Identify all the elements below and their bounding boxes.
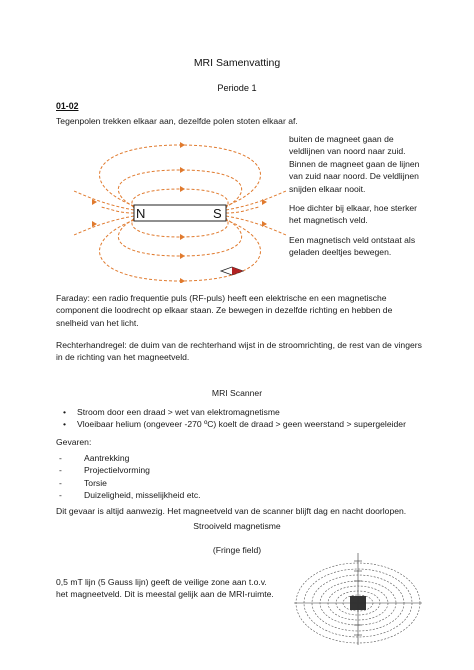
fringe-paragraph: 0,5 mT lijn (5 Gauss lijn) geeft de veilige zone aan t.o.v. het magneetveld. Dit is meestal gelijk aan de MRI-ruimte. bbox=[56, 577, 274, 600]
intro-text: Tegenpolen trekken elkaar aan, dezelfde polen stoten elkaar af. bbox=[56, 116, 298, 126]
page-subtitle: Periode 1 bbox=[217, 83, 257, 93]
field-explanation bbox=[289, 133, 424, 266]
gevaren-list bbox=[56, 452, 356, 502]
field-arrow bbox=[92, 199, 97, 205]
gevaren-label: Gevaren: bbox=[56, 437, 92, 447]
faraday-paragraph: Faraday: een radio frequentie puls (RF-puls) heeft een elektrische en een magnetische component die loodrecht op elkaar staan. Ze bewegen in dezelfde richting en hebben de snelheid van het licht. bbox=[56, 293, 393, 328]
list-item: • Stroom door een draad > wet van elektromagnetisme bbox=[56, 406, 424, 418]
field-arrow bbox=[262, 199, 267, 205]
list-item: - Duizeligheid, misselijkheid etc. bbox=[56, 489, 356, 501]
south-pole-label: S bbox=[213, 206, 222, 221]
field-arrow bbox=[180, 167, 185, 173]
scanner-heading: MRI Scanner bbox=[211, 388, 263, 398]
fringe-heading: (Fringe field) bbox=[212, 545, 262, 555]
gevaar-paragraph: Dit gevaar is altijd aanwezig. Het magneetveld van de scanner blijft dag en nacht doorlopen. bbox=[56, 506, 407, 516]
compass-icon bbox=[221, 267, 243, 275]
section-heading: 01-02 bbox=[56, 101, 79, 111]
strooiveld-heading: Strooiveld magnetisme bbox=[193, 521, 281, 531]
rechterhand-paragraph: Rechterhandregel: de duim van de rechterhand wijst in de stroomrichting, de rest van de vingers in de richting van het magneetveld. bbox=[56, 340, 422, 363]
field-arrow bbox=[180, 253, 185, 259]
field-line bbox=[101, 207, 134, 213]
list-item: - Torsie bbox=[56, 477, 356, 489]
page-title: MRI Samenvatting bbox=[193, 57, 281, 69]
north-pole-label: N bbox=[136, 206, 146, 221]
field-arrow bbox=[262, 221, 267, 227]
fringe-field-diagram bbox=[290, 551, 424, 647]
field-arrow bbox=[180, 278, 185, 283]
list-item: • Vloeibaar helium (ongeveer -270 ºC) koelt de draad > geen weerstand > supergeleider bbox=[56, 418, 424, 430]
explanation-paragraph: Een magnetisch veld ontstaat als geladen deeltjes bewegen. bbox=[289, 234, 416, 258]
list-item: - Aantrekking bbox=[56, 452, 356, 464]
explanation-paragraph: buiten de magneet gaan de veldlijnen van noord naar zuid. Binnen de magneet gaan de lijnen van zuid naar noord. De veldlijnen snijden elkaar nooit. bbox=[289, 134, 420, 194]
explanation-paragraph: Hoe dichter bij elkaar, hoe sterker het magnetisch veld. bbox=[289, 203, 418, 226]
field-arrow bbox=[180, 142, 185, 148]
field-arrow bbox=[180, 186, 185, 192]
field-line bbox=[100, 145, 261, 206]
field-line bbox=[226, 207, 259, 213]
magnetic-field-diagram bbox=[56, 135, 288, 283]
field-arrow bbox=[180, 234, 185, 240]
scanner-list bbox=[56, 406, 424, 431]
list-item: - Projectielvorming bbox=[56, 464, 356, 476]
field-arrow bbox=[92, 221, 97, 227]
